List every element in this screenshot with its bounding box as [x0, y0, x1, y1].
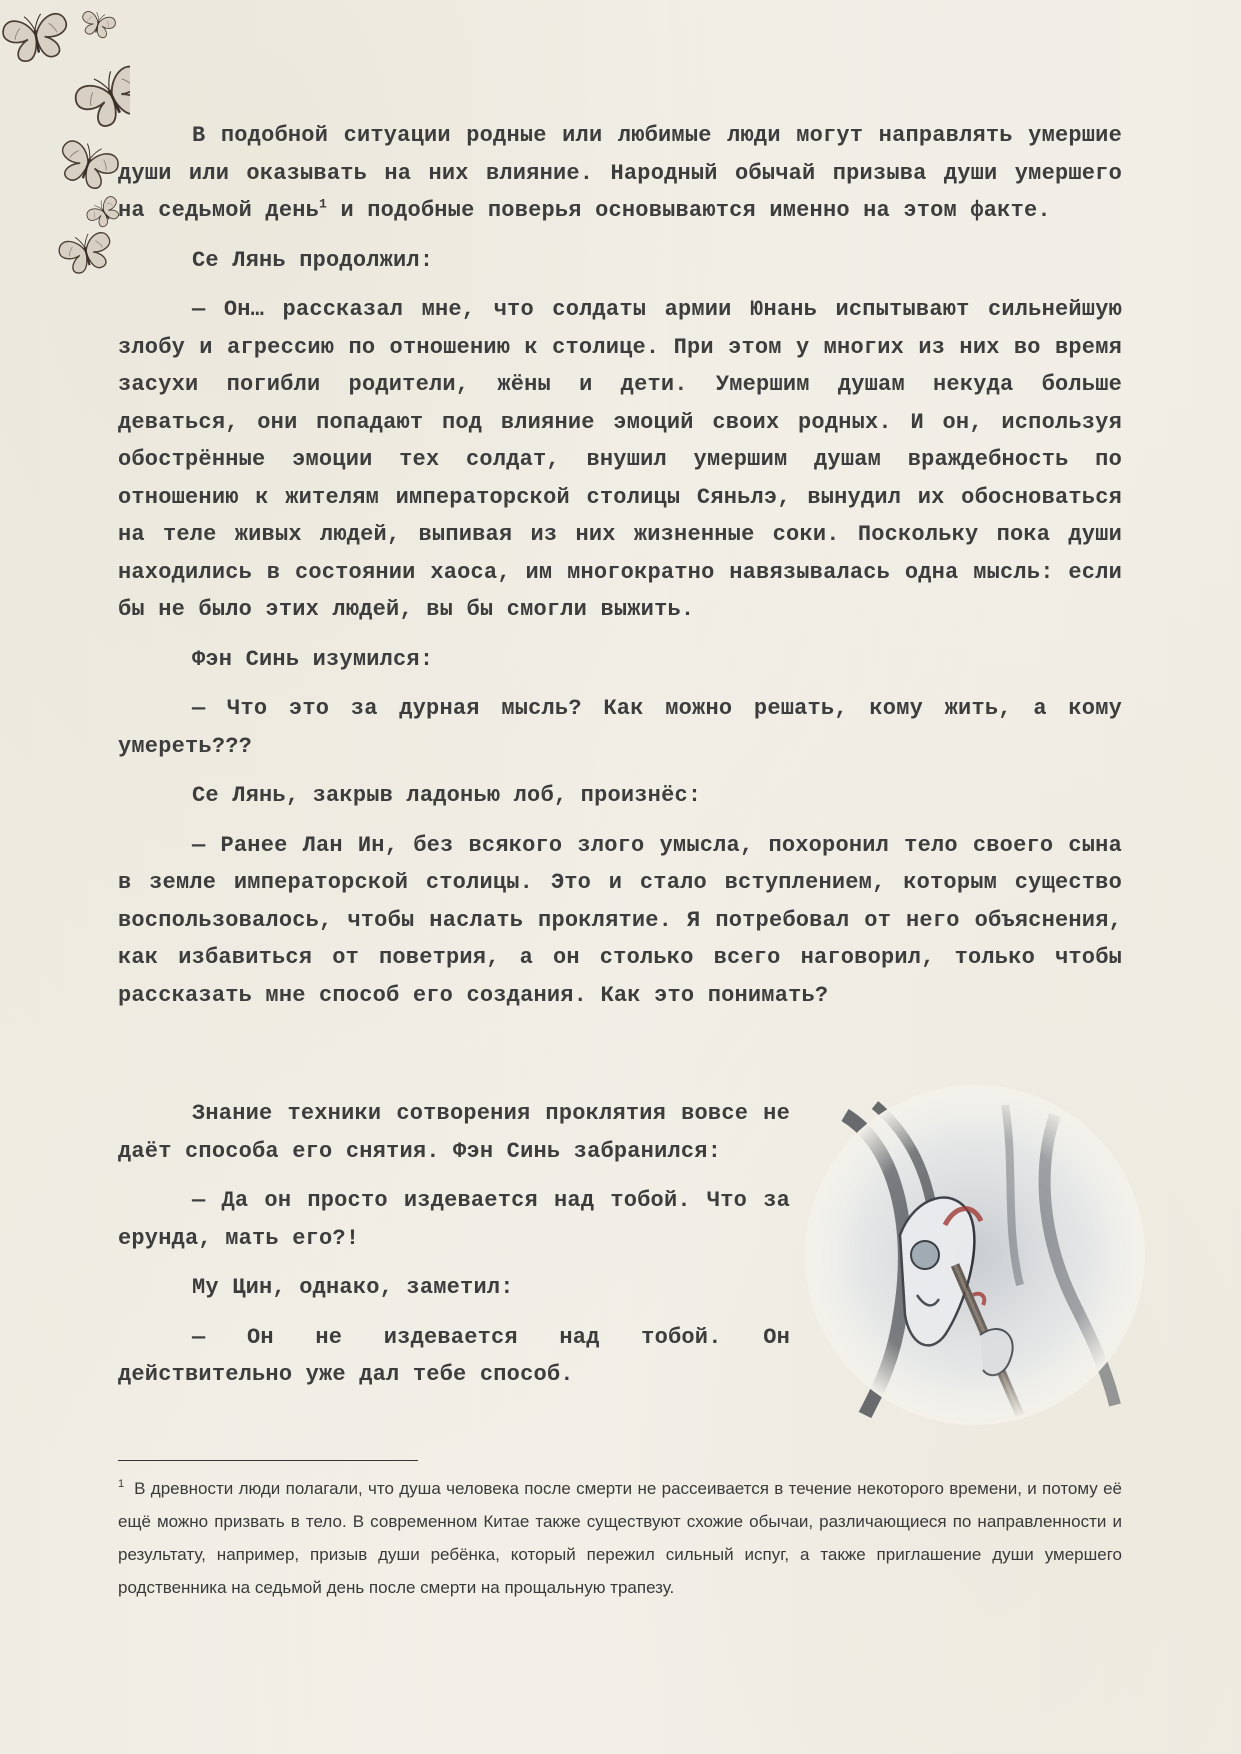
butterfly-icon: [57, 229, 116, 277]
main-text-lower: [118, 1095, 790, 1406]
paragraph: Се Лянь продолжил:: [192, 247, 434, 273]
paragraph: Му Цин, однако, заметил:: [192, 1275, 514, 1300]
ink-illustration-figure: [805, 1085, 1145, 1425]
paragraph: — Да он просто издевается над тобой. Что за ерунда, мать его?!: [118, 1188, 790, 1251]
paragraph: — Ранее Лан Ин, без всякого злого умысла, похоронил тело своего сына в земле императорской столицы. Это и стало вступлением, которым существо воспользовалось, чтобы наслать проклятие. Я потребовал от него объяснения, как избавиться от поветрия, а он столько всего наговорил, только чтобы рассказать мне способ его создания. Как это понимать?: [118, 832, 1122, 1008]
butterfly-icon: [54, 136, 122, 193]
footnote-number: 1: [118, 1478, 125, 1491]
paragraph: — Что это за дурная мысль? Как можно решать, кому жить, а кому умереть???: [118, 696, 1122, 759]
paragraph: В подобной ситуации родные или любимые люди могут направлять умершие души или оказывать на них влияние. Народный обычай призыва души умершего на седьмой день$^1$ и подобные поверья основываются именно на этом факте.: [118, 123, 1122, 223]
butterfly-icon: [79, 9, 117, 40]
footnote-separator: [118, 1460, 418, 1461]
footnote-reference[interactable]: 1: [319, 196, 328, 212]
paragraph: Се Лянь, закрыв ладонью лоб, произнёс:: [192, 783, 702, 808]
paragraph: Фэн Синь изумился:: [192, 646, 434, 672]
butterfly-cluster-icon: [0, 0, 130, 290]
butterfly-icon: [1, 10, 72, 65]
main-text-upper: [118, 117, 1122, 1026]
footnote-text: В древности люди полагали, что душа человека после смерти не рассеивается в течение некоторого времени, и потому её ещё можно призвать в тело. В современном Китае также существуют схожие обычаи, различающиеся по направленности и результату, например, призыв души ребёнка, который пережил сильный испуг, а также приглашение души умершего родственника на седьмой день после смерти на прощальную трапезу.: [118, 1479, 1122, 1597]
paragraph: — Он… рассказал мне, что солдаты армии Юнань испытывают сильнейшую злобу и агрессию по отношению к столице. При этом у многих из них во время засухи погибли родители, жёны и дети. Умершим душам некуда больше деваться, они попадают под влияние эмоций своих родных. И он, используя обострённые эмоции тех солдат, внушил умершим душам враждебность по отношению к жителям императорской столицы Сяньлэ, вынудил их обосноваться на теле живых людей, выпивая из них жизненные соки. Поскольку пока души находились в состоянии хаоса, им многократно навязывалась одна мысль: если бы не было этих людей, вы бы смогли выжить.: [118, 297, 1122, 622]
footnote: [118, 1472, 1122, 1604]
paragraph: — Он не издевается над тобой. Он действительно уже дал тебе способ.: [118, 1324, 790, 1387]
paragraph: Знание техники сотворения проклятия вовсе не даёт способа его снятия. Фэн Синь забранился:: [118, 1101, 790, 1164]
